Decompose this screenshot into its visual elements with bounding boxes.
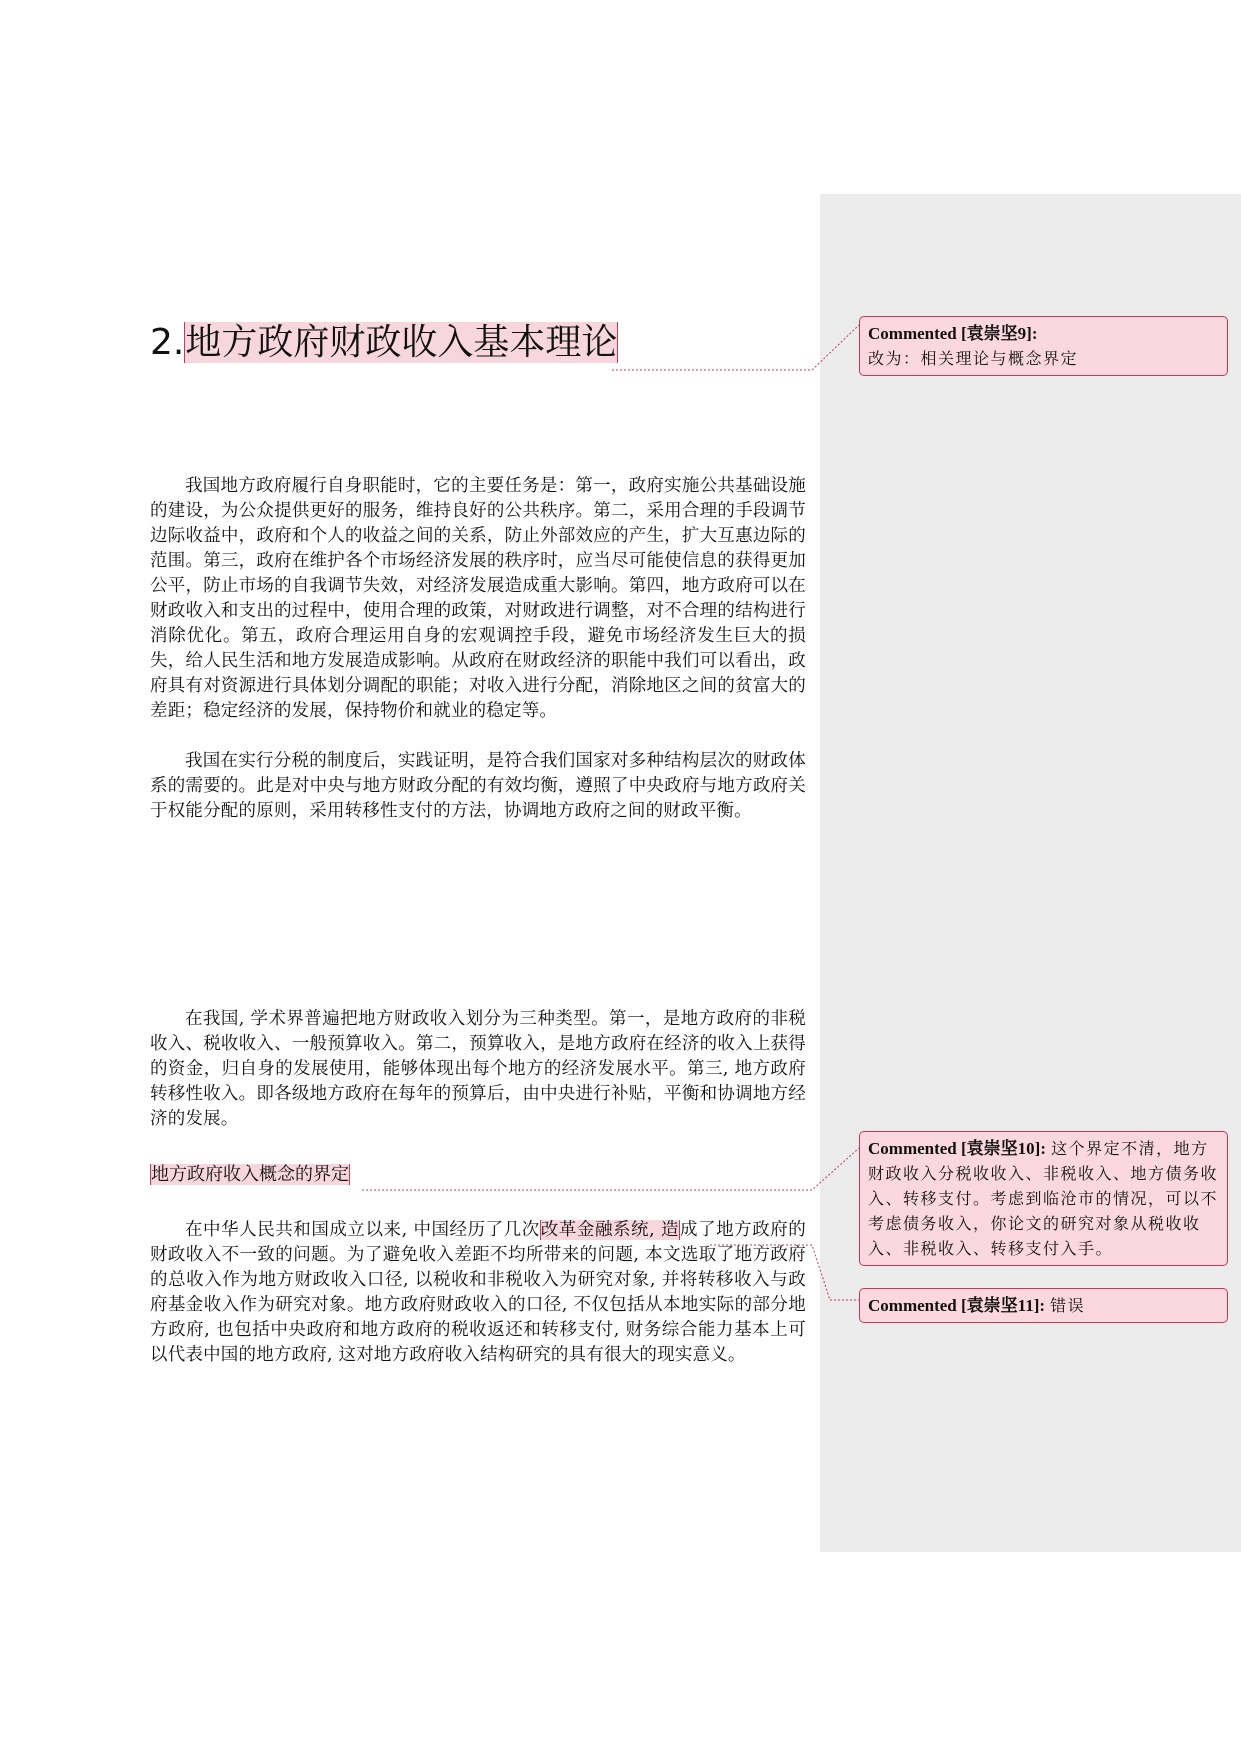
paragraph-4-highlight[interactable]: 改革金融系统, 造 <box>540 1220 680 1240</box>
section-heading <box>150 318 618 368</box>
comment-9[interactable] <box>859 316 1228 376</box>
comment-text: 错误 <box>1050 1296 1086 1315</box>
subheading-highlight[interactable]: 地方政府收入概念的界定 <box>151 1164 349 1185</box>
heading-title-highlight[interactable]: 地方政府财政收入基本理论 <box>185 322 618 363</box>
heading-number: 2. <box>150 322 185 363</box>
paragraph-4-text-before: 在中华人民共和国成立以来, 中国经历了几次 <box>185 1220 540 1240</box>
comment-margin-pane <box>820 194 1241 1552</box>
comment-10[interactable] <box>859 1131 1228 1266</box>
paragraph-3: 在我国, 学术界普遍把地方财政收入划分为三种类型。第一，是地方政府的非税收入、税收收入、一般预算收入。第二，预算收入，是地方政府在经济的收入上获得的资金，归自身的发展使用，能够体现出每个地方的经济发展水平。第三, 地方政府转移性收入。即各级地方政府在每年的预算后，由中央进行补贴，平衡和协调地方经济的发展。 <box>150 1009 806 1129</box>
paragraph-4 <box>150 1218 806 1368</box>
paragraph-1: 我国地方政府履行自身职能时，它的主要任务是：第一，政府实施公共基础设施的建设，为公众提供更好的服务，维持良好的公共秩序。第二，采用合理的手段调节边际收益中，政府和个人的收益之间的关系，防止外部效应的产生，扩大互惠边际的范围。第三，政府在维护各个市场经济发展的秩序时，应当尽可能使信息的获得更加公平，防止市场的自我调节失效，对经济发展造成重大影响。第四，地方政府可以在财政收入和支出的过程中，使用合理的政策，对财政进行调整，对不合理的结构进行消除优化。第五，政府合理运用自身的宏观调控手段，避免市场经济发生巨大的损失，给人民生活和地方发展造成影响。从政府在财政经济的职能中我们可以看出，政府具有对资源进行具体划分调配的职能；对收入进行分配，消除地区之间的贫富大的差距；稳定经济的发展，保持物价和就业的稳定等。 <box>150 476 806 721</box>
connector-comment-10 <box>362 1148 859 1190</box>
comment-author: Commented [袁崇坚9]: <box>868 324 1038 343</box>
comment-text: 改为：相关理论与概念界定 <box>868 349 1079 368</box>
comment-author: Commented [袁崇坚10]: <box>868 1139 1046 1158</box>
comment-text: 这个界定不清，地方财政收入分税收收入、非税收入、地方债务收入、转移支付。考虑到临沧市的情况，可以不考虑债务收入，你论文的研究对象从税收收入、非税收入、转移支付入手。 <box>868 1139 1219 1258</box>
comment-11[interactable] <box>859 1288 1228 1323</box>
paragraph-4-text-after: 成了地方政府的财政收入不一致的问题。为了避免收入差距不均所带来的问题, 本文选取了地方政府的总收入作为地方财政收入口径, 以税收和非税收入为研究对象, 并将转移收入与政府基金收入作为研究对象。地方政府财政收入的口径, 不仅包括从本地实际的部分地方政府, 也包括中央政府和地方政府的税收返还和转移支付, 财务综合能力基本上可以代表中国的地方政府, 这对地方政府收入结构研究的具有很大的现实意义。 <box>150 1220 807 1365</box>
paragraph-2: 我国在实行分税的制度后，实践证明，是符合我们国家对多种结构层次的财政体系的需要的。此是对中央与地方财政分配的有效均衡，遵照了中央政府与地方政府关于权能分配的原则，采用转移性支付的方法，协调地方政府之间的财政平衡。 <box>150 751 806 821</box>
subheading <box>150 1162 350 1188</box>
comment-author: Commented [袁崇坚11]: <box>868 1296 1046 1315</box>
